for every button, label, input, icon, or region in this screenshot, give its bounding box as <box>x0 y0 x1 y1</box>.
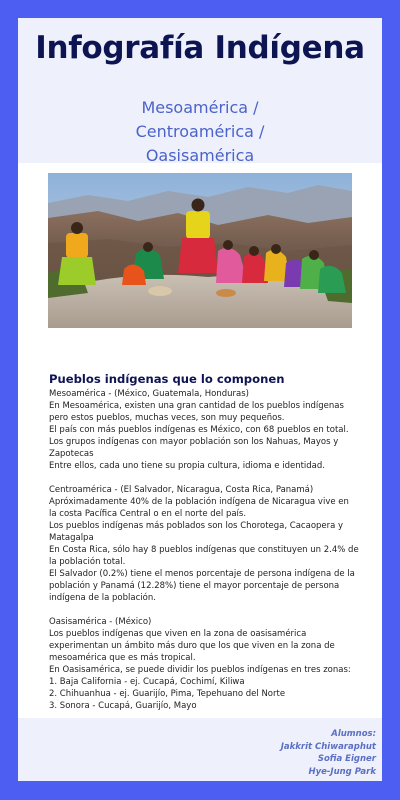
footer <box>18 718 382 781</box>
section-text: 3. Sonora - Cucapá, Guarijío, Mayo <box>49 701 197 711</box>
section-oasisamerica <box>49 616 359 712</box>
subtitle-line: Centroamérica / <box>135 122 265 141</box>
section-text: Entre ellos, cada uno tiene su propia cultura, idioma e identidad. <box>49 461 325 471</box>
section-text: El país con más pueblos indígenas es México, con 68 pueblos en total. <box>49 425 349 435</box>
author-name: Hye-Jung Park <box>308 766 376 777</box>
infographic-card <box>18 18 382 781</box>
content-body <box>49 371 359 712</box>
subtitle-line: Oasisamérica <box>145 146 255 165</box>
section-mesoamerica <box>49 388 359 472</box>
authors-block <box>281 728 376 778</box>
page-subtitle <box>48 96 352 168</box>
spacer <box>49 604 359 616</box>
section-heading: Pueblos indígenas que lo componen <box>49 372 285 386</box>
author-name: Sofia Eigner <box>317 754 376 764</box>
author-name: Jakkrit Chiwaraphut <box>280 741 376 752</box>
indigenous-people-mountain-photo <box>48 173 352 328</box>
section-text: En Costa Rica, sólo hay 8 pueblos indígenas que constituyen un 2.4% de la población total. <box>49 545 359 567</box>
section-text: Oasisamérica - (México) <box>49 617 152 627</box>
authors-label: Alumnos: <box>331 729 376 739</box>
section-text: En Mesoamérica, existen una gran cantidad de los pueblos indígenas pero estos pueblos, muchas veces, son muy pequeños. <box>49 401 344 423</box>
section-text: 2. Chihuanhua - ej. Guarijío, Pima, Tepehuano del Norte <box>49 689 286 699</box>
page-title: Infografía Indígena <box>35 30 365 66</box>
section-text: Los pueblos indígenas que viven en la zona de oasisamérica experimentan un ámbito más duro que los que viven en la zona de mesoamérica que es más tropical. <box>49 629 335 663</box>
section-text: Los pueblos indígenas más poblados son los Chorotega, Cacaopera y Matagalpa <box>49 521 344 543</box>
section-text: Los grupos indígenas con mayor población son los Nahuas, Mayos y Zapotecas <box>49 437 339 459</box>
section-text: Centroamérica - (El Salvador, Nicaragua, Costa Rica, Panamá) <box>49 485 314 495</box>
section-text: Apróximadamente 40% de la población indígena de Nicaragua vive en la costa Pacífica Central o en el norte del país. <box>49 497 349 519</box>
spacer <box>49 472 359 484</box>
section-text: El Salvador (0.2%) tiene el menos porcentaje de persona indígena de la población y Panamá (12.28%) tiene el mayor porcentaje de persona indígena de la población. <box>49 569 355 603</box>
section-centroamerica <box>49 484 359 604</box>
section-text: En Oasisamérica, se puede dividir los pueblos indígenas en tres zonas: <box>49 665 351 675</box>
photo-illustration <box>48 173 352 328</box>
header <box>18 18 382 163</box>
section-text: Mesoamérica - (México, Guatemala, Honduras) <box>49 389 249 399</box>
section-text: 1. Baja California - ej. Cucapá, Cochimí, Kiliwa <box>49 677 245 687</box>
subtitle-line: Mesoamérica / <box>141 98 259 117</box>
